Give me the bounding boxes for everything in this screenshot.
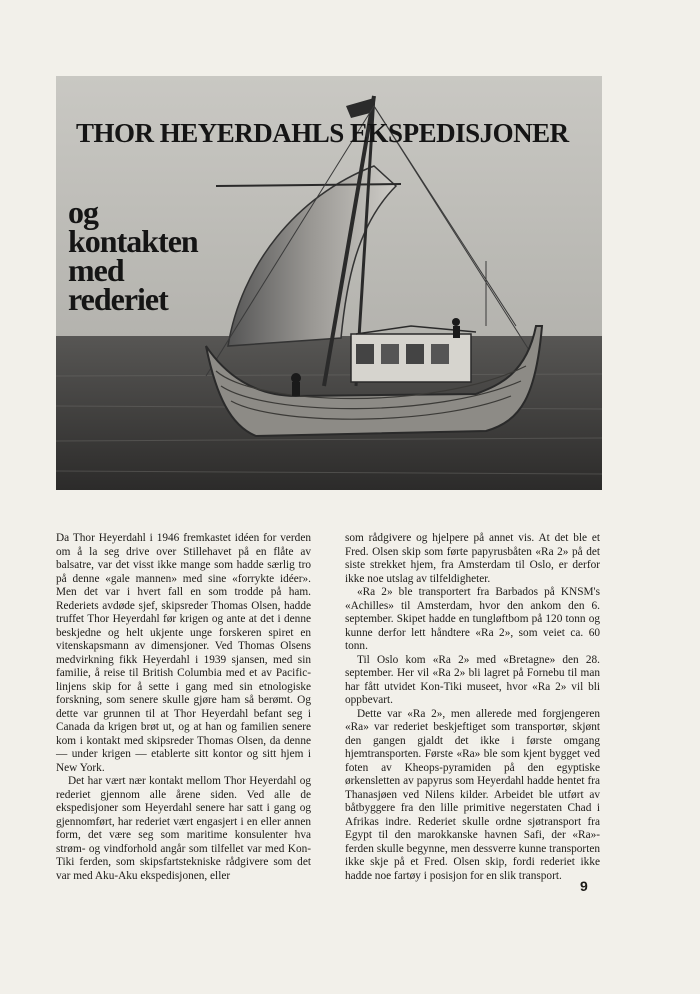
article-headline: THOR HEYERDAHLS EKSPEDISJONER bbox=[76, 118, 569, 148]
paragraph: Da Thor Heyerdahl i 1946 fremkastet idéen for verden om å la seg drive over Stillehavet på en flåte av balsatre, var det visst ikke mange som hadde særlig tro på denne «gale mannen» med sine «forrykte idéer». Men det var i hvert fall en som trodde på ham. Rederiets avdøde sjef, skipsreder Thomas Olsen, hadde truffet Thor Heyerdahl før krigen og ante at det i denne beskjedne og helt ukjente unge forskeren spiret en vitenskapsmann av dimensjoner. Ved Thomas Olsens medvirkning fikk Heyerdahl i 1939 sjansen, med sin familie, å reise til British Columbia med et av Pacific-linjens skip for å sette i gang med sin etnologiske forskning, som senere skulle gjøre ham så berømt. Og dette var grunnen til at Thor Heyerdahl befant seg i Canada da krigen brøt ut, og at han og familien senere kom i kontakt med skipsreder Thomas Olsen, da denne — under krigen — etablerte sitt kontor og sitt hjem i New York. bbox=[56, 532, 311, 774]
paragraph: Det har vært nær kontakt mellom Thor Heyerdahl og rederiet gjennom alle årene siden. Ved alle de ekspedisjoner som Heyerdahl senere har satt i gang og gjennomført, har rederiet vært engasjert i en eller annen form, det være seg som maritime konsulenter hva strøm- og vindforhold angår som tilfellet var med Kon-Tiki ferden, som skipsfartstekniske rådgivere som det var med Aku-Aku ekspedisjonen, eller bbox=[56, 775, 311, 882]
article-subheading bbox=[68, 194, 198, 317]
page-number: 9 bbox=[580, 878, 588, 894]
subhead-line: og bbox=[68, 194, 98, 230]
paragraph: Til Oslo kom «Ra 2» med «Bretagne» den 28. september. Her vil «Ra 2» bli lagret på Fornebu til man har fått utvidet Kon-Tiki museet, hvor «Ra 2» vil bli oppbevart. bbox=[345, 653, 600, 706]
subhead-line: med bbox=[68, 252, 124, 288]
left-column bbox=[56, 532, 311, 883]
paragraph: som rådgivere og hjelpere på annet vis. At det ble et Fred. Olsen skip som førte papyrusbåten «Ra 2» på det siste strekket hjem, fra Amsterdam til Oslo, er derfor ikke noe utslag av tilfeldigheter. bbox=[345, 532, 600, 585]
paragraph: Dette var «Ra 2», men allerede med forgjengeren «Ra» var rederiet beskjeftiget som transportør, skjønt den gangen gjaldt det ikke i første omgang hjemtransporten. Første «Ra» ble som kjent bygget ved foten av Kheops-pyramiden på den egyptiske ørkensletten av papyrus som Heyerdahl hadde hentet fra Thanasjøen ved Nilens kilder. Arbeidet ble utført av båtbyggere fra den lille primitive negerstaten Chad i Afrikas indre. Rederiet skulle ordne sjøtransport fra Egypt til den marokkanske havnen Safi, der «Ra»-ferden skulle begynne, men dessverre kunne transporten ikke skje på et Fred. Olsen skip, fordi rederiet ikke hadde noe fartøy i posisjon for en slik transport. bbox=[345, 707, 600, 882]
ra2-photo bbox=[56, 76, 602, 490]
paragraph: «Ra 2» ble transportert fra Barbados på KNSM's «Achilles» til Amsterdam, hvor den ankom den 6. september. Skipet hadde en tungløftbom på 120 tonn og kunne derfor lett håndtere «Ra 2», som veiet ca. 60 tonn. bbox=[345, 586, 600, 652]
subhead-line: rederiet bbox=[68, 281, 168, 317]
right-column bbox=[345, 532, 600, 883]
subhead-line: kontakten bbox=[68, 223, 198, 259]
